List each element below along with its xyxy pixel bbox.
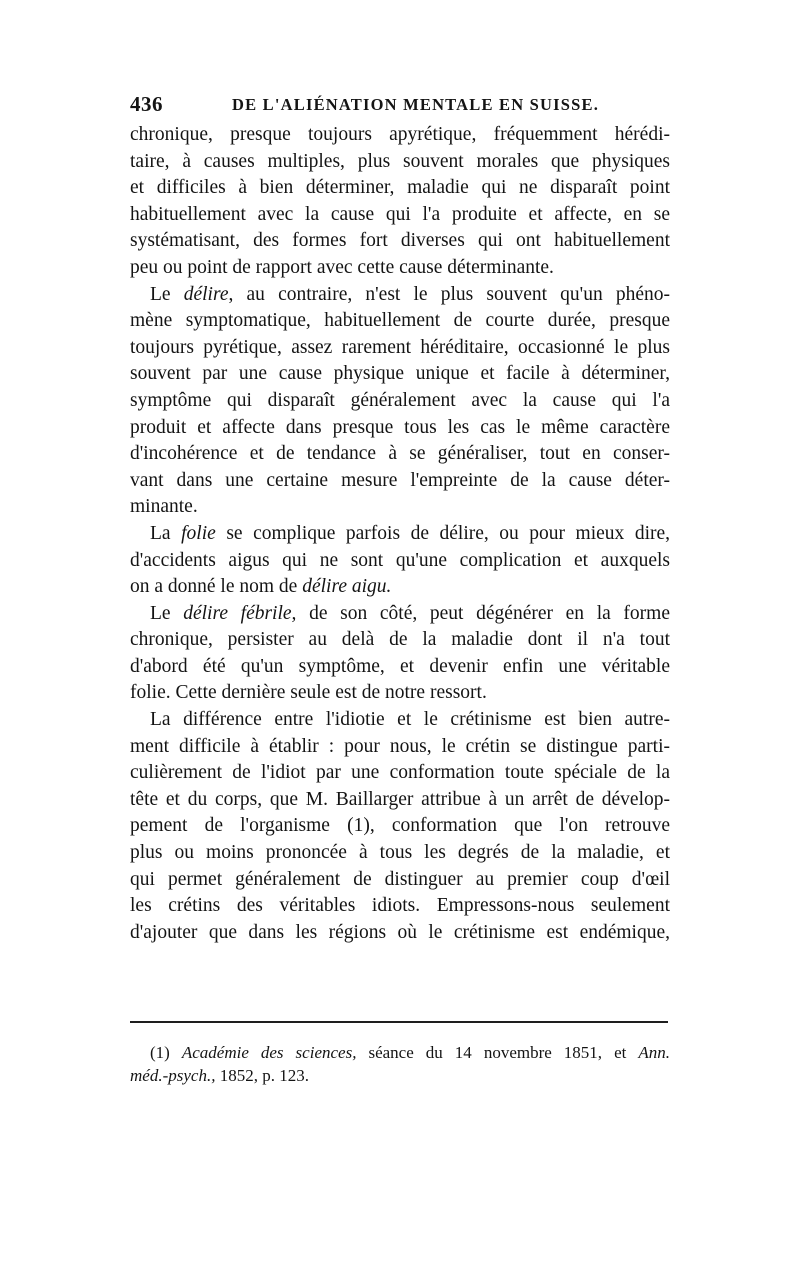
text-line: minante.: [130, 496, 198, 518]
text-line: peu ou point de rapport avec cette cause déterminante.: [130, 256, 554, 278]
text-line: qui permet généralement de distinguer au premier coup d'œil: [130, 868, 670, 890]
footnote: [130, 1041, 670, 1087]
text-line: habituellement avec la cause qui l'a produite et affecte, en se: [130, 203, 670, 225]
text-line: d'abord été qu'un symptôme, et devenir enfin une véritable: [130, 655, 670, 677]
text-line: [130, 521, 670, 548]
footnote-text: séance du 14 novembre 1851, et: [368, 1043, 627, 1062]
text-line: vant dans une certaine mesure l'empreinte de la cause déter-: [130, 469, 670, 491]
text-line: culièrement de l'idiot par une conformation toute spéciale de la: [130, 762, 670, 784]
running-head: [130, 92, 670, 118]
text-line: systématisant, des formes fort diverses qui ont habituellement: [130, 230, 670, 252]
text-run: La: [150, 522, 171, 544]
footnote-italic: méd.-psych.,: [130, 1066, 216, 1085]
footnote-text: 1852, p. 123.: [219, 1066, 309, 1085]
text-run: de son côté, peut dégénérer en la forme: [309, 602, 670, 624]
text-line: mène symptomatique, habituellement de courte durée, presque: [130, 310, 670, 332]
italic-term: délire fébrile,: [183, 602, 297, 624]
text-run: , au contraire, n'est le plus souvent qu'un phéno-: [228, 283, 670, 305]
running-title: DE L'ALIÉNATION MENTALE EN SUISSE.: [232, 95, 600, 114]
footnote-line: [130, 1064, 670, 1087]
text-line: d'accidents aigus qui ne sont qu'une complication et auxquels: [130, 549, 670, 571]
text-run: on a donné le nom de: [130, 576, 298, 598]
text-line: pement de l'organisme (1), conformation que l'on retrouve: [130, 815, 670, 837]
text-line: d'ajouter que dans les régions où le crétinisme est endémique,: [130, 921, 670, 943]
text-line: les crétins des véritables idiots. Empressons-nous seulement: [130, 895, 670, 917]
text-line: [130, 601, 670, 628]
text-line: chronique, persister au delà de la maladie dont il n'a tout: [130, 629, 670, 651]
italic-term: délire: [183, 283, 229, 305]
italic-term: délire aigu.: [302, 576, 392, 598]
text-line: La différence entre l'idiotie et le crétinisme est bien autre-: [150, 709, 670, 731]
footnote-line: [130, 1041, 670, 1064]
body-text: [130, 122, 670, 946]
text-line: tête et du corps, que M. Baillarger attribue à un arrêt de dévelop-: [130, 788, 670, 810]
text-line: ment difficile à établir : pour nous, le crétin se distingue parti-: [130, 735, 670, 757]
text-line: souvent par une cause physique unique et facile à déterminer,: [130, 363, 670, 385]
italic-term: folie: [181, 522, 216, 544]
text-line: chronique, presque toujours apyrétique, fréquemment hérédi-: [130, 124, 670, 145]
text-line: toujours pyrétique, assez rarement héréditaire, occasionné le plus: [130, 336, 670, 358]
text-run: Le: [150, 283, 171, 305]
text-line: folie. Cette dernière seule est de notre ressort.: [130, 682, 487, 704]
text-line: symptôme qui disparaît généralement avec la cause qui l'a: [130, 389, 670, 411]
text-line: plus ou moins prononcée à tous les degrés de la maladie, et: [130, 842, 670, 864]
text-run: Le: [150, 602, 171, 624]
text-line: produit et affecte dans presque tous les cas le même caractère: [130, 416, 670, 438]
text-line: d'incohérence et de tendance à se généraliser, tout en conser-: [130, 443, 670, 465]
footnote-rule: [130, 1021, 668, 1023]
footnote-marker: (1): [150, 1043, 170, 1062]
text-run: se complique parfois de délire, ou pour mieux dire,: [226, 522, 671, 544]
page-number: 436: [130, 92, 163, 116]
text-line: et difficiles à bien déterminer, maladie qui ne disparaît point: [130, 177, 670, 199]
text-line: [130, 574, 670, 601]
text-line: [130, 282, 670, 309]
text-line: taire, à causes multiples, plus souvent morales que physiques: [130, 150, 670, 172]
footnote-italic: Ann.: [638, 1043, 670, 1062]
footnote-italic: Académie des sciences,: [181, 1043, 357, 1062]
